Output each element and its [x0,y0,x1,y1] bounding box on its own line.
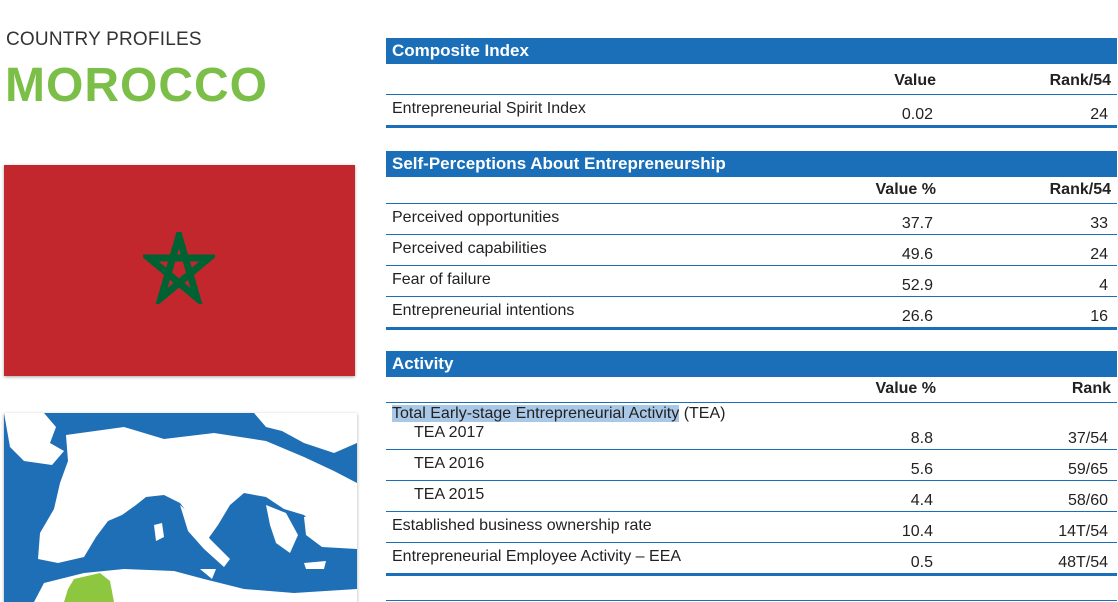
table-row [386,235,1117,266]
row-label: Perceived opportunities [392,209,560,226]
row-rank: 16 [1090,308,1108,325]
row-rank: 37/54 [1067,430,1108,447]
row-value: 52.9 [901,277,933,294]
column-headers [386,177,1117,204]
pentagram-star-icon [143,232,215,304]
row-value: 49.6 [901,246,933,263]
europe-north-africa-map [4,413,357,602]
row-value: 5.6 [910,461,933,478]
row-label: TEA 2015 [414,486,485,503]
value-column-header: Value [894,72,936,89]
table-row [386,543,1117,576]
value-column-header: Value % [875,380,936,397]
table-row [386,266,1117,297]
row-label: Entrepreneurial Spirit Index [392,100,586,117]
row-rank: 48T/54 [1058,554,1108,571]
row-value: 0.5 [910,554,933,571]
section-heading: Self-Perceptions About Entrepreneurship [386,151,1117,177]
row-label: Perceived capabilities [392,240,547,257]
rank-column-header: Rank/54 [1049,72,1111,89]
column-headers [386,377,1117,403]
row-value: 37.7 [901,215,933,232]
table-row [386,481,1117,512]
country-profiles-kicker: COUNTRY PROFILES [6,29,202,50]
table-row [386,95,1117,128]
row-value: 4.4 [910,492,933,509]
tea-group-heading [386,403,1117,425]
morocco-flag [4,165,355,376]
row-value: 0.02 [901,106,933,123]
rank-column-header: Rank/54 [1049,181,1111,198]
column-headers [386,64,1117,95]
row-label: TEA 2017 [414,424,485,441]
composite-index-section [386,38,1117,128]
row-label: TEA 2016 [414,455,485,472]
row-label: Entrepreneurial Employee Activity – EEA [392,548,682,565]
row-rank: 59/65 [1067,461,1108,478]
row-rank: 14T/54 [1058,523,1108,540]
row-rank: 4 [1099,277,1108,294]
row-rank: 24 [1090,106,1108,123]
location-map [4,413,357,602]
row-label: Established business ownership rate [392,517,652,534]
row-label: Entrepreneurial intentions [392,302,575,319]
rank-column-header: Rank [1071,380,1111,397]
tea-abbrev: (TEA) [679,405,726,422]
country-title: MOROCCO [5,59,268,112]
table-row [386,297,1117,330]
row-rank: 58/60 [1067,492,1108,509]
self-perceptions-section [386,151,1117,330]
table-row [386,512,1117,543]
row-value: 10.4 [901,523,933,540]
activity-section [386,351,1117,576]
section-heading: Activity [386,351,1117,377]
row-rank: 33 [1090,215,1108,232]
row-value: 8.8 [910,430,933,447]
table-row [386,450,1117,481]
table-row [386,204,1117,235]
divider [386,600,1117,601]
value-column-header: Value % [875,181,936,198]
row-value: 26.6 [901,308,933,325]
highlighted-text[interactable]: Total Early-stage Entrepreneurial Activity [392,405,680,422]
row-rank: 24 [1090,246,1108,263]
row-label: Fear of failure [392,271,491,288]
section-heading: Composite Index [386,38,1117,64]
table-row [386,425,1117,450]
